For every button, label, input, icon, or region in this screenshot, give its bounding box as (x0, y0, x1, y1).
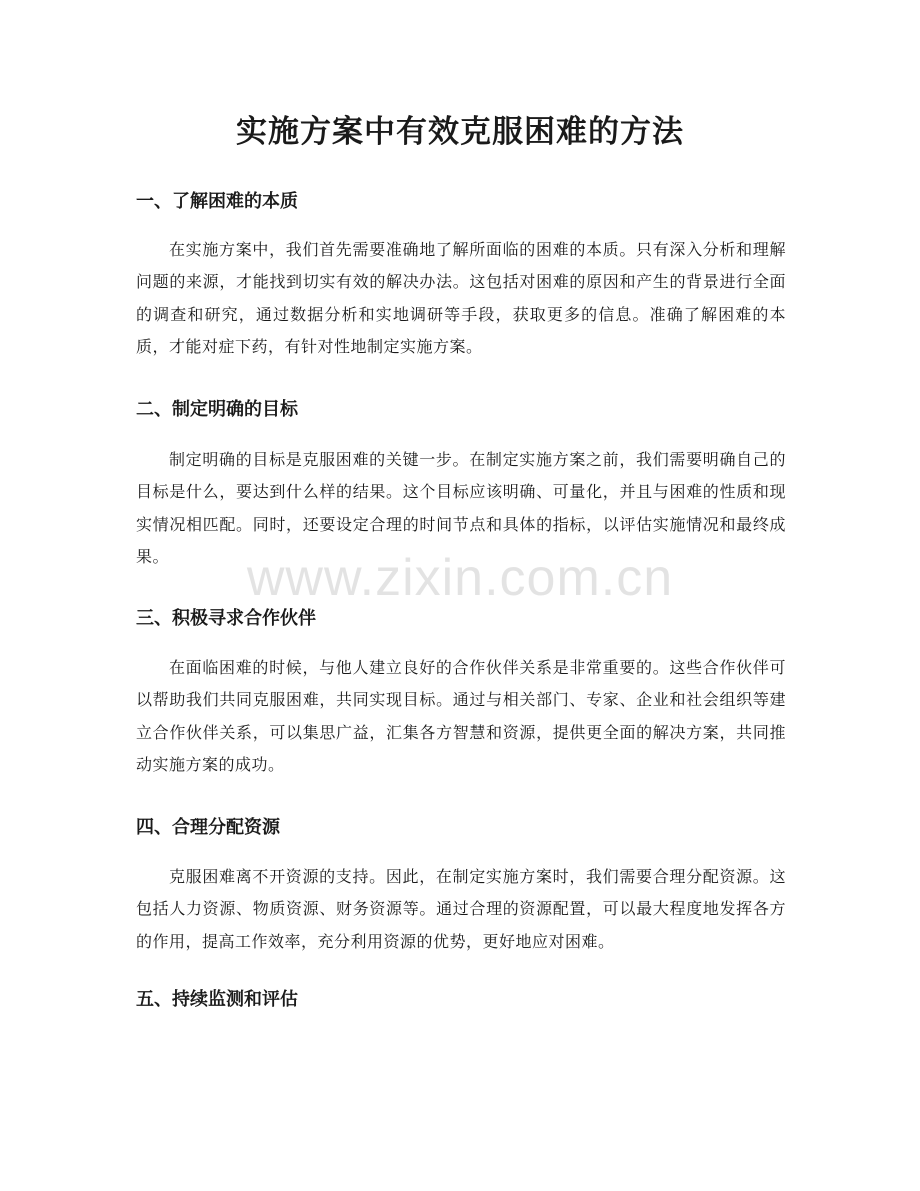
section-body-2: 制定明确的目标是克服困难的关键一步。在制定实施方案之前，我们需要明确自己的目标是什么，要达到什么样的结果。这个目标应该明确、可量化，并且与困难的性质和现实情况相匹配。同时，还要设定合理的时间节点和具体的指标，以评估实施情况和最终成果。 (136, 450, 786, 567)
section-heading-3: 三、积极寻求合作伙伴 (136, 608, 316, 629)
watermark: www.zixin.com.cn (246, 549, 674, 607)
section-heading-1: 一、了解困难的本质 (136, 191, 298, 212)
section-body-1: 在实施方案中，我们首先需要准确地了解所面临的困难的本质。只有深入分析和理解问题的来源，才能找到切实有效的解决办法。这包括对困难的原因和产生的背景进行全面的调查和研究，通过数据分析和实地调研等手段，获取更多的信息。准确了解困难的本质，才能对症下药，有针对性地制定实施方案。 (136, 240, 786, 357)
section-body-4: 克服困难离不开资源的支持。因此，在制定实施方案时，我们需要合理分配资源。这包括人力资源、物质资源、财务资源等。通过合理的资源配置，可以最大程度地发挥各方的作用，提高工作效率，充分利用资源的优势，更好地应对困难。 (136, 867, 786, 951)
section-body-3: 在面临困难的时候，与他人建立良好的合作伙伴关系是非常重要的。这些合作伙伴可以帮助我们共同克服困难，共同实现目标。通过与相关部门、专家、企业和社会组织等建立合作伙伴关系，可以集思广益，汇集各方智慧和资源，提供更全面的解决方案，共同推动实施方案的成功。 (136, 658, 786, 775)
section-heading-2: 二、制定明确的目标 (136, 399, 298, 420)
section-heading-4: 四、合理分配资源 (136, 817, 280, 838)
section-heading-5: 五、持续监测和评估 (136, 989, 298, 1010)
page-title: 实施方案中有效克服困难的方法 (236, 114, 684, 150)
